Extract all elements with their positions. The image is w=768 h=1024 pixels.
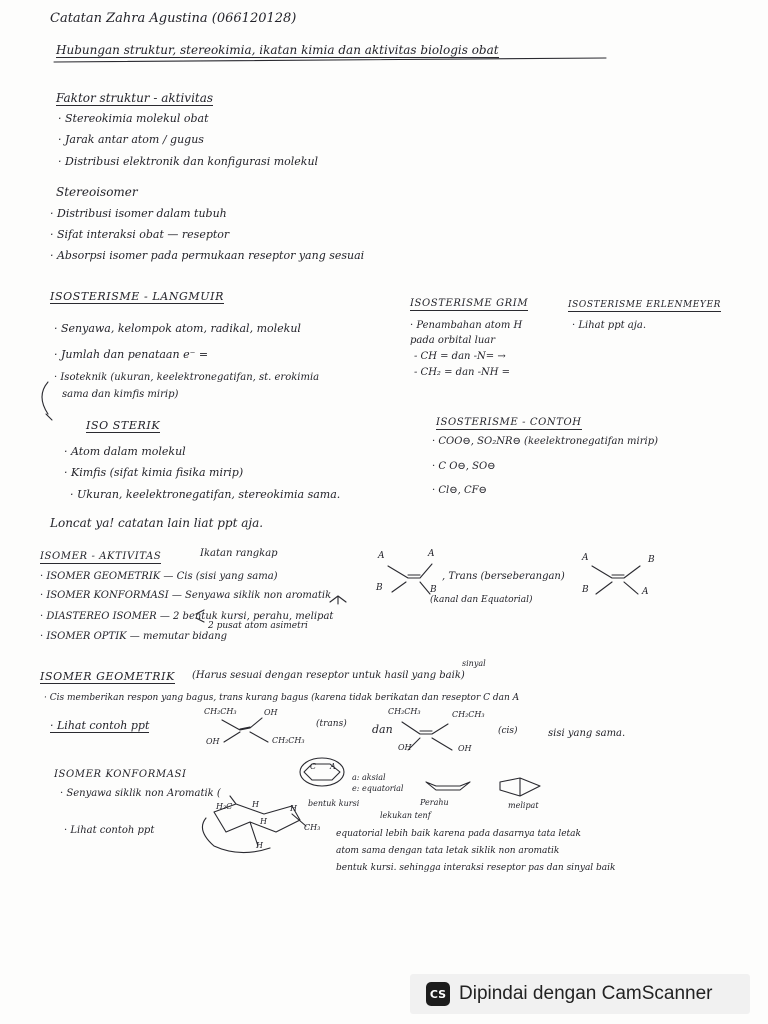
page-subtitle: Hubungan struktur, stereokimia, ikatan kimia dan aktivitas biologis obat <box>56 43 499 57</box>
faktor-item: · Jarak antar atom / gugus <box>58 133 204 146</box>
stereo-item: · Distribusi isomer dalam tubuh <box>50 207 227 220</box>
cis-tag: (cis) <box>498 726 518 736</box>
chair-label: CH₃ <box>304 823 321 832</box>
loncat-note: Loncat ya! catatan lain liat ppt aja. <box>50 516 264 530</box>
grim-item: · Penambahan atom H <box>410 320 523 331</box>
atom-label: A <box>378 551 385 561</box>
contoh-item: · C O⊖, SO⊖ <box>432 461 496 472</box>
atom-label: A <box>642 587 649 597</box>
bentuk-kursi-label: bentuk kursi <box>308 799 360 808</box>
geometrik-heading: ISOMER GEOMETRIK <box>40 670 175 683</box>
konformasi-para: atom sama dengan tata letak siklik non aromatik <box>336 846 560 856</box>
chair-label: H <box>260 817 267 826</box>
atom-label: A <box>428 549 435 559</box>
ring-atom: C <box>310 762 317 771</box>
konformasi-lihat: · Lihat contoh ppt <box>64 825 155 836</box>
trans-bond-sketch <box>592 566 640 594</box>
chair-substituent <box>292 814 306 826</box>
camscanner-logo-icon: CS <box>426 982 450 1006</box>
konformasi-line: · Senyawa siklik non Aromatik ( <box>60 788 221 799</box>
chair-label: H <box>290 804 297 813</box>
geometrik-line: · Cis memberikan respon yang bagus, trans kurang bagus (karena tidak berikatan dan reseptor C dan A <box>44 693 520 703</box>
atom-label: B <box>582 585 589 595</box>
contoh-item: · Cl⊖, CF⊖ <box>432 485 487 496</box>
perahu-label: Perahu <box>420 798 449 807</box>
isomer-item: · ISOMER KONFORMASI — Senyawa siklik non aromatik <box>40 590 332 601</box>
isomer-item: · ISOMER GEOMETRIK — Cis (sisi yang sama) <box>40 571 278 582</box>
trans-tag: (trans) <box>316 719 347 729</box>
cis-bond-sketch <box>388 564 432 594</box>
langmuir-item: · Jumlah dan penataan e⁻ = <box>54 348 209 361</box>
camscanner-watermark <box>410 974 750 1014</box>
camscanner-text: Dipindai dengan CamScanner <box>459 983 713 1004</box>
folded-shape <box>500 778 540 796</box>
page-title: Catatan Zahra Agustina (066120128) <box>50 11 297 26</box>
chair-outline <box>202 818 270 853</box>
grim-item: - CH₂ = dan -NH = <box>414 367 511 378</box>
stereo-heading: Stereoisomer <box>56 185 138 199</box>
dan-label: dan <box>372 723 393 736</box>
atom-label: B <box>648 555 655 565</box>
sisi-label: sisi yang sama. <box>548 728 626 739</box>
chem-group: OH <box>398 743 412 752</box>
isosterik-item: · Ukuran, keelektronegatifan, stereokimia sama. <box>70 488 341 501</box>
faktor-item: · Distribusi elektronik dan konfigurasi molekul <box>58 155 319 168</box>
faktor-item: · Stereokimia molekul obat <box>58 112 209 125</box>
ikatan-rangkap-note: Ikatan rangkap <box>200 548 278 559</box>
chem-group: CH₂CH₃ <box>272 736 305 745</box>
rule-underline <box>54 58 606 62</box>
cis-structure <box>402 722 452 750</box>
isosterik-heading: ISO STERIK <box>86 419 161 432</box>
chem-group: CH₂CH₃ <box>388 707 421 716</box>
chem-group: OH <box>458 744 472 753</box>
trans-structure <box>222 718 268 742</box>
konformasi-heading: ISOMER KONFORMASI <box>54 769 187 780</box>
sinyal-note: sinyal <box>462 659 486 668</box>
erlenmeyer-heading: ISOSTERISME ERLENMEYER <box>568 300 722 310</box>
lekukan-label: lekukan tenf <box>380 811 431 820</box>
atom-label: B <box>430 585 437 595</box>
konformasi-para: equatorial lebih baik karena pada dasarnya tata letak <box>336 829 581 839</box>
konformasi-arrow <box>330 596 346 604</box>
contoh-heading: ISOSTERISME - CONTOH <box>436 417 582 428</box>
ring-atom: A <box>330 762 336 771</box>
ekuatorial-label: e: equatorial <box>352 784 404 793</box>
contoh-item: · COO⊖, SO₂NR⊖ (keelektronegatifan mirip) <box>432 436 659 447</box>
aksial-label: a: aksial <box>352 773 386 782</box>
chem-group: CH₂CH₃ <box>204 707 237 716</box>
grim-item: - CH = dan -N= → <box>414 351 506 362</box>
chem-group: OH <box>264 708 278 717</box>
faktor-heading: Faktor struktur - aktivitas <box>56 91 214 105</box>
diastereo-sub: 2 pusat atom asimetri <box>208 621 308 631</box>
geometrik-lihat: · Lihat contoh ppt <box>50 719 150 732</box>
trans-label: , Trans (berseberangan) <box>442 571 565 582</box>
isomer-item: · DIASTEREO ISOMER — 2 bentuk kursi, perahu, melipat <box>40 611 334 622</box>
kanal-label: (kanal dan Equatorial) <box>430 595 533 605</box>
chair-structure <box>214 796 300 846</box>
stereo-item: · Sifat interaksi obat — reseptor <box>50 228 230 241</box>
chair-label: H <box>256 841 263 850</box>
ring-sketch <box>300 758 344 786</box>
isosterik-item: · Kimfis (sifat kimia fisika mirip) <box>64 466 244 479</box>
geometrik-heading-note: (Harus sesuai dengan reseptor untuk hasil yang baik) <box>192 670 465 681</box>
atom-label: B <box>376 583 383 593</box>
bracket <box>42 382 52 420</box>
stereo-item: · Absorpsi isomer pada permukaan reseptor yang sesuai <box>50 249 365 262</box>
erlenmeyer-item: · Lihat ppt aja. <box>572 320 646 331</box>
ring-hexagon <box>304 764 340 780</box>
boat-shape <box>426 782 470 790</box>
atom-label: A <box>582 553 589 563</box>
chem-group: CH₂CH₃ <box>452 710 485 719</box>
diastereo-arrow <box>196 610 204 622</box>
grim-item: pada orbital luar <box>410 335 496 346</box>
chem-group: OH <box>206 737 220 746</box>
isomer-aktivitas-heading: ISOMER - AKTIVITAS <box>40 551 162 562</box>
chair-label: H₃C <box>216 802 233 811</box>
isomer-item: · ISOMER OPTIK — memutar bidang <box>40 631 228 642</box>
chair-label: H <box>252 800 259 809</box>
konformasi-para: bentuk kursi. sehingga interaksi reseptor pas dan sinyal baik <box>336 863 616 873</box>
isosterik-item: · Atom dalam molekul <box>64 445 186 458</box>
langmuir-heading: ISOSTERISME - LANGMUIR <box>50 290 224 303</box>
langmuir-item: · Senyawa, kelompok atom, radikal, molekul <box>54 322 301 335</box>
grim-heading: ISOSTERISME GRIM <box>410 298 529 309</box>
langmuir-item: · Isoteknik (ukuran, keelektronegatifan, st. erokimia <box>54 372 320 383</box>
melipat-label: melipat <box>508 801 539 810</box>
langmuir-item: sama dan kimfis mirip) <box>62 389 179 400</box>
